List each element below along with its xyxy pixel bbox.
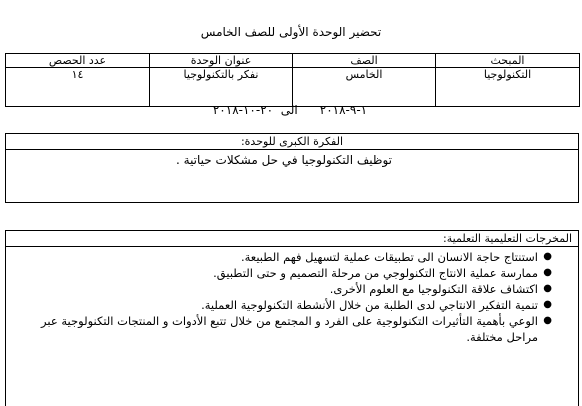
cell-unit-title: نفكر بالتكنولوجيا	[150, 68, 293, 107]
date-to: ٢٠-١٠-٢٠١٨	[212, 103, 274, 117]
bullet-icon: ●	[543, 267, 552, 278]
list-item: ● تنمية التفكير الانتاجي لدى الطلبة من خلال الأنشطة التكنولوجية العملية.	[201, 298, 552, 312]
header-grade: الصف	[293, 54, 436, 68]
bullet-icon: ●	[543, 283, 552, 294]
header-subject: المبحث	[436, 54, 580, 68]
learning-outcomes-box	[5, 230, 579, 406]
list-item: ● ممارسة عملية الانتاج التكنولوجي من مرحلة التصميم و حتى التطبيق.	[213, 266, 552, 280]
bullet-icon: ●	[543, 315, 552, 326]
list-item: ● استنتاج حاجة الانسان الى تطبيقات عملية لتسهيل فهم الطبيعة.	[240, 250, 552, 264]
big-idea-heading: الفكرة الكبرى للوحدة:	[6, 134, 578, 150]
date-to-label: الى	[280, 103, 298, 117]
list-item: ● الوعي بأهمية التأثيرات التكنولوجية على الفرد و المجتمع من خلال تتبع الأدوات و المنتجات التكنولوجية عبر مراحل مختلفة.	[41, 314, 552, 344]
cell-grade: الخامس	[293, 68, 436, 107]
unit-info-table	[5, 53, 580, 107]
date-range	[170, 103, 410, 117]
bullet-icon: ●	[543, 299, 552, 310]
table-header-row	[6, 54, 580, 68]
header-unit-title: عنوان الوحدة	[150, 54, 293, 68]
cell-lesson-count: ١٤	[6, 68, 150, 107]
bullet-icon: ●	[543, 251, 552, 262]
page-title: تحضير الوحدة الأولى للصف الخامس	[200, 25, 382, 39]
learning-outcomes-heading: المخرجات التعليمية التعلمية:	[6, 231, 578, 247]
list-item: ● اكتشاف علاقة التكنولوجيا مع العلوم الأخرى.	[329, 282, 552, 296]
header-lesson-count: عدد الحصص	[6, 54, 150, 68]
cell-subject: التكنولوجيا	[436, 68, 580, 107]
big-idea-box	[5, 133, 579, 203]
table-row	[6, 68, 580, 107]
date-from: ١-٩-٢٠١٨	[319, 103, 368, 117]
big-idea-text: توظيف التكنولوجيا في حل مشكلات حياتية .	[176, 153, 392, 167]
learning-outcomes-list	[6, 249, 578, 345]
